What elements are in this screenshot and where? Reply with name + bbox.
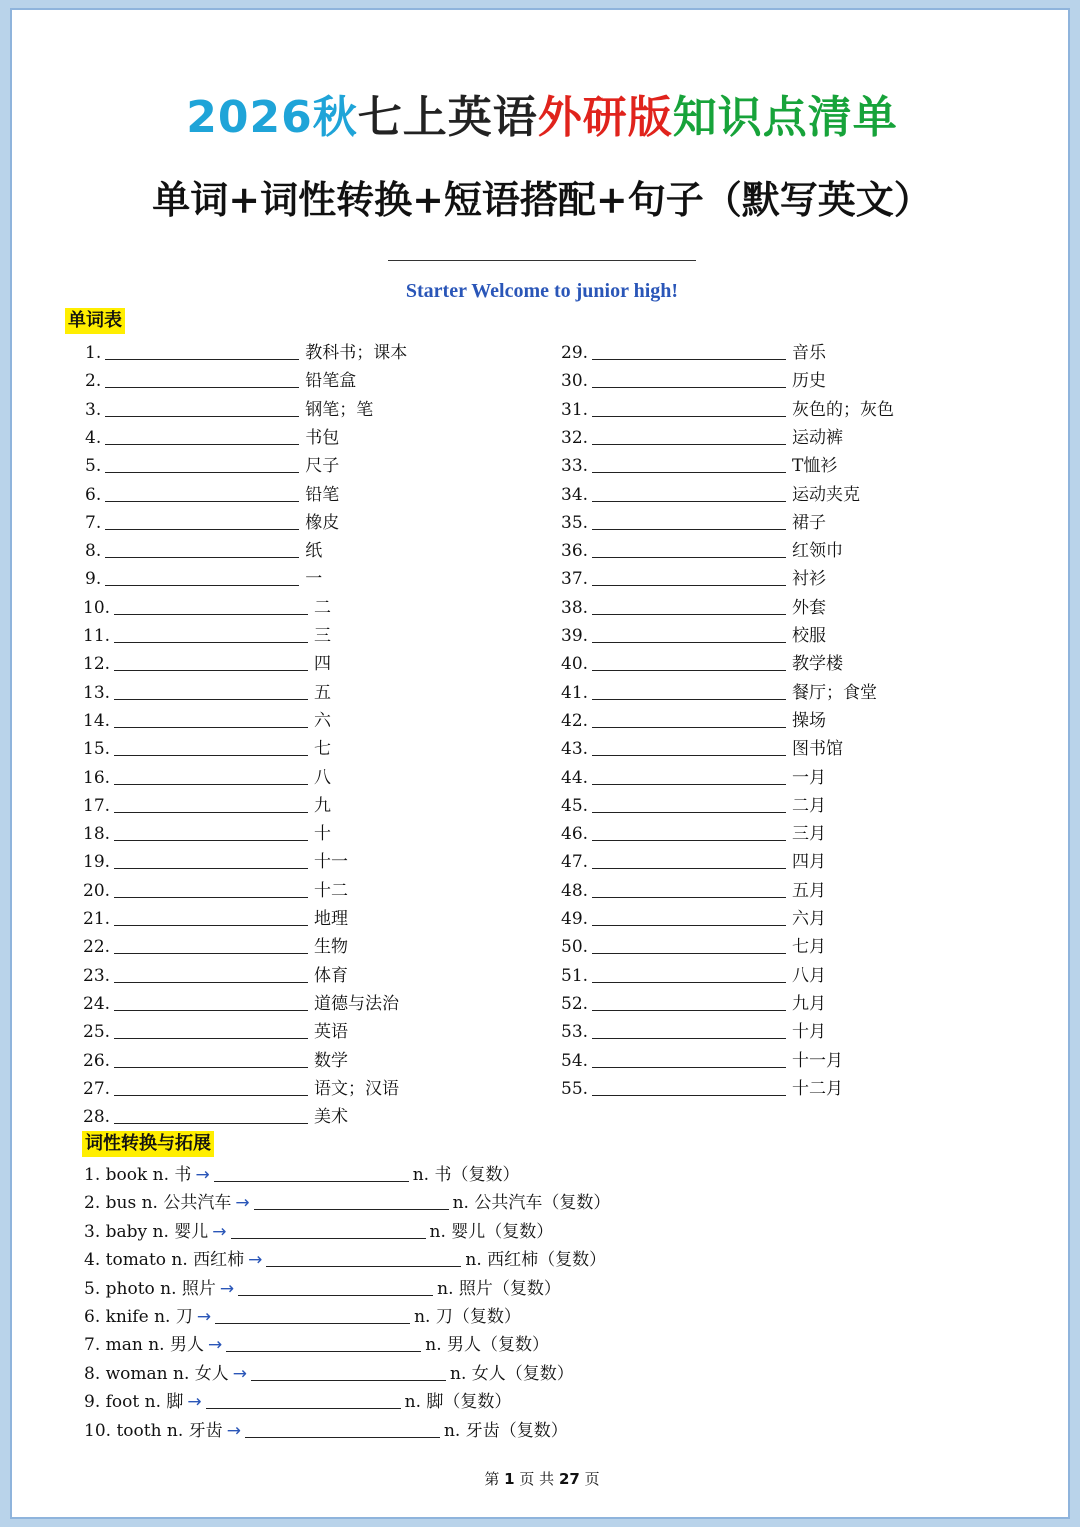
vocab-number: 28. — [83, 1107, 111, 1128]
vocab-number: 19. — [83, 852, 111, 873]
answer-blank[interactable] — [592, 396, 786, 417]
vocab-meaning: 教学楼 — [792, 654, 844, 675]
answer-blank[interactable] — [114, 933, 308, 954]
vocab-meaning: 十 — [314, 824, 332, 845]
vocab-number: 33. — [561, 456, 589, 477]
answer-blank[interactable] — [114, 848, 308, 869]
vocab-row — [83, 735, 331, 763]
vocab-row — [561, 792, 826, 820]
vocab-row — [83, 848, 348, 876]
answer-blank[interactable] — [238, 1275, 433, 1296]
vocab-number: 8. — [85, 541, 102, 562]
footer-post: 页 — [584, 1470, 600, 1488]
vocab-row — [83, 962, 348, 990]
vocab-number: 20. — [83, 880, 111, 901]
answer-blank[interactable] — [114, 820, 308, 841]
conversion-row — [84, 1360, 574, 1388]
vocab-number: 9. — [85, 569, 102, 590]
vocab-row — [561, 877, 826, 905]
vocab-number: 5. — [85, 456, 102, 477]
vocab-number: 25. — [83, 1022, 111, 1043]
vocab-number: 38. — [561, 597, 589, 618]
answer-blank[interactable] — [114, 877, 308, 898]
vocab-meaning: 运动夹克 — [792, 484, 861, 505]
answer-blank[interactable] — [214, 1161, 409, 1182]
vocab-row — [83, 1075, 399, 1103]
vocab-meaning: 八 — [314, 767, 332, 788]
vocab-number: 12. — [83, 654, 111, 675]
answer-blank[interactable] — [114, 650, 308, 671]
vocab-number: 18. — [83, 824, 111, 845]
vocab-number: 31. — [561, 399, 589, 420]
vocab-meaning: 尺子 — [305, 456, 340, 477]
conversion-target: n. 脚（复数） — [404, 1392, 512, 1413]
vocab-row — [561, 933, 826, 961]
answer-blank[interactable] — [592, 1075, 786, 1096]
vocab-row — [561, 1047, 843, 1075]
answer-blank[interactable] — [592, 339, 786, 360]
vocab-row — [561, 1075, 843, 1103]
vocab-number: 32. — [561, 427, 589, 448]
title-divider — [388, 260, 696, 261]
vocab-number: 17. — [83, 795, 111, 816]
vocab-row — [561, 764, 826, 792]
vocab-row — [85, 339, 407, 367]
answer-blank[interactable] — [266, 1246, 461, 1267]
vocab-row — [561, 1018, 826, 1046]
vocab-meaning: T恤衫 — [792, 456, 838, 477]
vocab-row — [561, 990, 826, 1018]
conversion-target: n. 西红柿（复数） — [465, 1250, 607, 1271]
vocab-meaning: 二月 — [792, 795, 827, 816]
vocab-number: 46. — [561, 824, 589, 845]
conversion-row — [84, 1246, 606, 1274]
answer-blank[interactable] — [226, 1331, 421, 1352]
vocab-meaning: 四 — [314, 654, 332, 675]
vocab-meaning: 五月 — [792, 880, 827, 901]
vocab-row — [83, 1103, 348, 1131]
title-part: 七上英语 — [357, 92, 538, 143]
conversion-section-tag: 词性转换与拓展 — [82, 1131, 214, 1157]
vocab-row — [85, 509, 339, 537]
answer-blank[interactable] — [592, 1047, 786, 1068]
vocab-meaning: 裙子 — [792, 512, 827, 533]
vocab-number: 40. — [561, 654, 589, 675]
vocab-meaning: 七月 — [792, 937, 827, 958]
vocab-meaning: 纸 — [305, 541, 323, 562]
vocab-meaning: 道德与法治 — [314, 993, 400, 1014]
answer-blank[interactable] — [114, 962, 308, 983]
vocab-number: 30. — [561, 371, 589, 392]
vocab-number: 54. — [561, 1050, 589, 1071]
vocab-meaning: 音乐 — [792, 343, 827, 363]
answer-blank[interactable] — [105, 424, 299, 445]
arrow-right-icon: → — [187, 1392, 202, 1413]
vocab-row — [83, 990, 399, 1018]
vocab-meaning: 十一 — [314, 852, 349, 873]
vocab-row — [83, 877, 348, 905]
vocab-number: 16. — [83, 767, 111, 788]
answer-blank[interactable] — [105, 537, 299, 558]
answer-blank[interactable] — [105, 396, 299, 417]
answer-blank[interactable] — [105, 481, 299, 502]
vocab-row — [83, 622, 331, 650]
footer-mid: 页 共 — [519, 1470, 555, 1488]
vocab-meaning: 四月 — [792, 852, 827, 873]
vocab-row — [561, 537, 843, 565]
answer-blank[interactable] — [245, 1417, 440, 1438]
title-part: 知识点清单 — [672, 92, 898, 143]
vocab-row — [561, 707, 826, 735]
vocab-row — [85, 396, 373, 424]
vocab-row — [85, 481, 339, 509]
conversion-row — [84, 1189, 610, 1217]
vocab-number: 44. — [561, 767, 589, 788]
answer-blank[interactable] — [592, 764, 786, 785]
worksheet-page — [10, 8, 1070, 1519]
answer-blank[interactable] — [215, 1303, 410, 1324]
conversion-row — [84, 1388, 511, 1416]
vocab-number: 1. — [85, 343, 102, 363]
conversion-target: n. 女人（复数） — [450, 1363, 574, 1384]
vocab-meaning: 橡皮 — [305, 512, 340, 533]
vocab-meaning: 历史 — [792, 371, 827, 392]
vocab-meaning: 十一月 — [792, 1050, 844, 1071]
vocab-row — [561, 650, 843, 678]
vocab-number: 45. — [561, 795, 589, 816]
answer-blank[interactable] — [114, 594, 308, 615]
answer-blank[interactable] — [114, 1047, 308, 1068]
conversion-prompt: 3. baby n. 婴儿 — [84, 1221, 209, 1242]
vocab-meaning: 二 — [314, 597, 332, 618]
vocab-row — [561, 594, 826, 622]
vocab-meaning: 三月 — [792, 824, 827, 845]
vocab-row — [83, 820, 331, 848]
vocab-row — [83, 707, 331, 735]
conversion-target: n. 牙齿（复数） — [443, 1420, 568, 1441]
vocab-number: 43. — [561, 739, 589, 760]
vocab-row — [85, 367, 356, 395]
vocab-meaning: 数学 — [314, 1050, 349, 1071]
vocab-row — [561, 848, 826, 876]
vocab-number: 26. — [83, 1050, 111, 1071]
vocab-meaning: 钢笔；笔 — [305, 399, 374, 420]
arrow-right-icon: → — [235, 1193, 250, 1214]
answer-blank[interactable] — [592, 565, 786, 586]
vocab-row — [561, 367, 826, 395]
answer-blank[interactable] — [114, 905, 308, 926]
vocab-meaning: 六月 — [792, 909, 827, 929]
vocab-row — [83, 905, 348, 933]
vocab-number: 4. — [85, 427, 102, 448]
conversion-row — [84, 1161, 519, 1189]
footer-total-pages: 27 — [558, 1470, 580, 1488]
answer-blank[interactable] — [592, 962, 786, 983]
vocab-meaning: 餐厅；食堂 — [792, 682, 878, 703]
conversion-row — [84, 1275, 561, 1303]
answer-blank[interactable] — [592, 424, 786, 445]
vocab-number: 14. — [83, 710, 111, 731]
vocab-number: 50. — [561, 937, 589, 958]
page-title — [12, 88, 1072, 148]
answer-blank[interactable] — [592, 509, 786, 530]
vocab-number: 10. — [83, 597, 111, 618]
conversion-target: n. 公共汽车（复数） — [452, 1193, 611, 1214]
answer-blank[interactable] — [592, 481, 786, 502]
vocab-number: 24. — [83, 993, 111, 1014]
arrow-right-icon: → — [208, 1335, 223, 1356]
answer-blank[interactable] — [251, 1360, 446, 1381]
arrow-right-icon: → — [212, 1221, 227, 1242]
answer-blank[interactable] — [592, 367, 786, 388]
vocab-row — [83, 764, 331, 792]
conversion-row — [84, 1417, 568, 1445]
answer-blank[interactable] — [592, 707, 786, 728]
arrow-right-icon: → — [219, 1278, 235, 1299]
answer-blank[interactable] — [254, 1189, 449, 1210]
vocab-row — [83, 933, 348, 961]
answer-blank[interactable] — [114, 1018, 308, 1039]
vocab-number: 53. — [561, 1022, 589, 1043]
answer-blank[interactable] — [105, 367, 299, 388]
arrow-right-icon: → — [248, 1250, 263, 1271]
answer-blank[interactable] — [105, 509, 299, 530]
conversion-prompt: 7. man n. 男人 — [84, 1335, 204, 1356]
vocab-number: 47. — [561, 852, 589, 873]
vocab-number: 6. — [85, 484, 102, 505]
answer-blank[interactable] — [592, 877, 786, 898]
conversion-target: n. 照片（复数） — [437, 1278, 561, 1299]
vocab-meaning: 九 — [314, 795, 332, 816]
vocab-section-tag: 单词表 — [65, 308, 125, 334]
vocab-row — [85, 537, 322, 565]
arrow-right-icon: → — [232, 1363, 248, 1384]
vocab-number: 15. — [83, 739, 111, 760]
vocab-row — [561, 905, 826, 933]
vocab-row — [561, 622, 826, 650]
conversion-prompt: 1. book n. 书 — [84, 1165, 192, 1185]
vocab-meaning: 红领巾 — [792, 541, 844, 562]
answer-blank[interactable] — [114, 679, 308, 700]
vocab-row — [83, 1018, 348, 1046]
vocab-row — [561, 735, 843, 763]
arrow-right-icon: → — [196, 1307, 212, 1327]
vocab-number: 36. — [561, 541, 589, 562]
conversion-prompt: 4. tomato n. 西红柿 — [84, 1250, 245, 1271]
vocab-meaning: 衬衫 — [792, 569, 827, 590]
vocab-row — [85, 424, 339, 452]
answer-blank[interactable] — [592, 990, 786, 1011]
vocab-row — [85, 452, 339, 480]
arrow-right-icon: → — [226, 1420, 241, 1441]
conversion-prompt: 6. knife n. 刀 — [84, 1307, 193, 1327]
answer-blank[interactable] — [592, 452, 786, 473]
vocab-number: 13. — [83, 682, 111, 703]
vocab-number: 41. — [561, 682, 589, 703]
vocab-number: 37. — [561, 569, 589, 590]
conversion-prompt: 8. woman n. 女人 — [84, 1363, 229, 1384]
vocab-meaning: 十月 — [792, 1022, 827, 1043]
page-subtitle: 单词+词性转换+短语搭配+句子（默写英文） — [152, 177, 932, 222]
answer-blank[interactable] — [592, 905, 786, 926]
vocab-number: 42. — [561, 710, 589, 731]
conversion-prompt: 10. tooth n. 牙齿 — [84, 1420, 223, 1441]
conversion-row — [84, 1303, 521, 1331]
conversion-target: n. 男人（复数） — [425, 1335, 550, 1356]
vocab-meaning: 体育 — [314, 965, 349, 986]
vocab-number: 51. — [561, 965, 589, 986]
answer-blank[interactable] — [231, 1218, 426, 1239]
conversion-prompt: 5. photo n. 照片 — [84, 1278, 216, 1299]
answer-blank[interactable] — [114, 792, 308, 813]
vocab-meaning: 八月 — [792, 965, 827, 986]
answer-blank[interactable] — [114, 1103, 308, 1124]
vocab-row — [561, 820, 826, 848]
vocab-number: 11. — [83, 626, 111, 646]
answer-blank[interactable] — [592, 820, 786, 841]
vocab-number: 52. — [561, 993, 589, 1014]
vocab-meaning: 地理 — [314, 909, 349, 929]
vocab-meaning: 五 — [314, 682, 332, 703]
vocab-meaning: 教科书；课本 — [305, 343, 408, 363]
vocab-number: 48. — [561, 880, 589, 901]
vocab-meaning: 七 — [314, 739, 332, 760]
vocab-row — [83, 679, 331, 707]
vocab-meaning: 十二 — [314, 880, 349, 901]
title-part: 外研版 — [537, 92, 673, 143]
vocab-meaning: 书包 — [305, 427, 340, 448]
vocab-row — [83, 1047, 348, 1075]
vocab-row — [561, 565, 826, 593]
footer-page-number: 1 — [504, 1470, 515, 1488]
vocab-meaning: 美术 — [314, 1107, 349, 1128]
answer-blank[interactable] — [592, 848, 786, 869]
vocab-row — [561, 452, 837, 480]
vocab-number: 49. — [561, 909, 589, 929]
vocab-row — [561, 509, 826, 537]
vocab-number: 21. — [83, 909, 111, 929]
answer-blank[interactable] — [592, 594, 786, 615]
vocab-meaning: 一 — [305, 569, 323, 590]
vocab-row — [561, 424, 843, 452]
vocab-number: 35. — [561, 512, 589, 533]
vocab-meaning: 运动裤 — [792, 427, 844, 448]
answer-blank[interactable] — [592, 537, 786, 558]
conversion-prompt: 9. foot n. 脚 — [84, 1392, 184, 1413]
vocab-meaning: 六 — [314, 710, 332, 731]
vocab-number: 22. — [83, 937, 111, 958]
vocab-meaning: 生物 — [314, 937, 349, 958]
conversion-target: n. 书（复数） — [412, 1165, 520, 1185]
vocab-meaning: 英语 — [314, 1022, 349, 1043]
vocab-number: 3. — [85, 399, 102, 420]
vocab-row — [561, 396, 894, 424]
vocab-meaning: 语文；汉语 — [314, 1078, 400, 1099]
answer-blank[interactable] — [592, 650, 786, 671]
vocab-row — [561, 679, 877, 707]
answer-blank[interactable] — [114, 622, 308, 643]
vocab-meaning: 一月 — [792, 767, 827, 788]
answer-blank[interactable] — [592, 933, 786, 954]
answer-blank[interactable] — [105, 452, 299, 473]
vocab-row — [561, 962, 826, 990]
answer-blank[interactable] — [206, 1388, 401, 1409]
answer-blank[interactable] — [592, 735, 786, 756]
arrow-right-icon: → — [195, 1165, 210, 1185]
vocab-meaning: 图书馆 — [792, 739, 844, 760]
vocab-number: 39. — [561, 626, 589, 646]
page-footer — [12, 1468, 1072, 1489]
vocab-meaning: 三 — [314, 626, 332, 646]
footer-pre: 第 — [484, 1470, 500, 1488]
vocab-row — [83, 650, 331, 678]
vocab-meaning: 校服 — [792, 626, 827, 646]
answer-blank[interactable] — [114, 990, 308, 1011]
vocab-number: 34. — [561, 484, 589, 505]
vocab-meaning: 灰色的；灰色 — [792, 399, 895, 420]
vocab-row — [83, 792, 331, 820]
answer-blank[interactable] — [114, 764, 308, 785]
unit-heading: Starter Welcome to junior high! — [405, 280, 679, 302]
vocab-number: 23. — [83, 965, 111, 986]
answer-blank[interactable] — [105, 339, 299, 360]
vocab-number: 2. — [85, 371, 102, 392]
vocab-row — [83, 594, 331, 622]
vocab-meaning: 十二月 — [792, 1078, 844, 1099]
answer-blank[interactable] — [592, 1018, 786, 1039]
answer-blank[interactable] — [592, 792, 786, 813]
vocab-meaning: 操场 — [792, 710, 827, 731]
conversion-target: n. 刀（复数） — [414, 1307, 521, 1327]
vocab-row — [561, 339, 826, 367]
vocab-row — [561, 481, 860, 509]
vocab-row — [85, 565, 322, 593]
conversion-target: n. 婴儿（复数） — [429, 1221, 554, 1242]
conversion-row — [84, 1331, 549, 1359]
answer-blank[interactable] — [114, 735, 308, 756]
answer-blank[interactable] — [114, 707, 308, 728]
title-part: 2026秋 — [186, 92, 358, 143]
answer-blank[interactable] — [592, 622, 786, 643]
vocab-number: 27. — [83, 1078, 111, 1099]
vocab-meaning: 铅笔盒 — [305, 371, 357, 392]
answer-blank[interactable] — [114, 1075, 308, 1096]
answer-blank[interactable] — [592, 679, 786, 700]
vocab-meaning: 铅笔 — [305, 484, 340, 505]
vocab-number: 7. — [85, 512, 102, 533]
conversion-row — [84, 1218, 553, 1246]
vocab-number: 55. — [561, 1078, 589, 1099]
answer-blank[interactable] — [105, 565, 299, 586]
vocab-number: 29. — [561, 343, 589, 363]
vocab-meaning: 九月 — [792, 993, 827, 1014]
conversion-prompt: 2. bus n. 公共汽车 — [84, 1193, 232, 1214]
vocab-meaning: 外套 — [792, 597, 827, 618]
